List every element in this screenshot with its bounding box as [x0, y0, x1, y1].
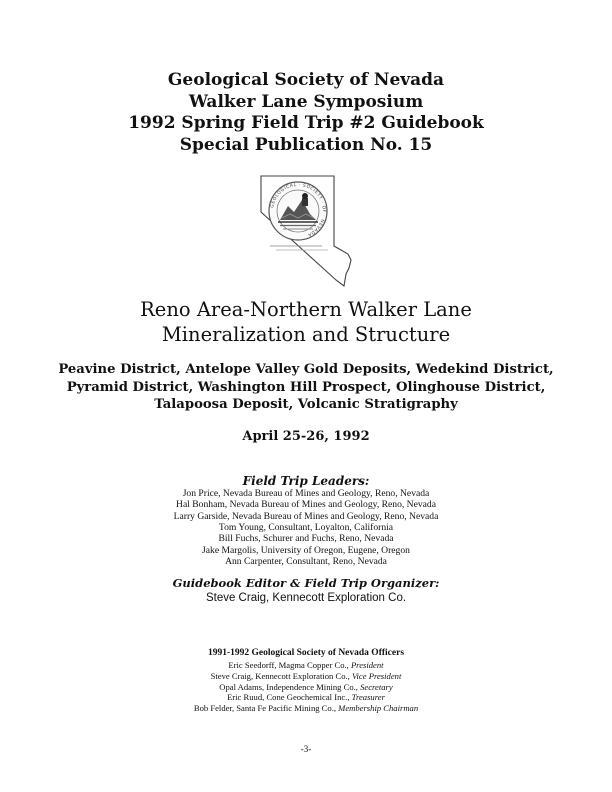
leader-item: Bill Fuchs, Schurer and Fuchs, Reno, Nevada — [218, 533, 394, 545]
leader-item: Larry Garside, Nevada Bureau of Mines and Geology, Reno, Nevada — [173, 510, 439, 522]
page-number: -3- — [300, 744, 312, 754]
officer-item: Eric Ruud, Cone Geochemical Inc., Treasurer — [227, 692, 385, 703]
subtitle-line-2: Pyramid District, Washington Hill Prospect, Olinghouse District, — [66, 379, 546, 395]
leader-item: Jake Margolis, University of Oregon, Eugene, Oregon — [202, 544, 410, 556]
title-line-2: Mineralization and Structure — [161, 323, 451, 346]
header-line-1: Geological Society of Nevada — [167, 70, 445, 90]
officers-heading: 1991-1992 Geological Society of Nevada Officers — [207, 648, 405, 658]
subtitle-line-1: Peavine District, Antelope Valley Gold Deposits, Wedekind District, — [58, 362, 554, 377]
editor-heading: Guidebook Editor & Field Trip Organizer: — [172, 576, 440, 590]
seal-lettering: GEOLOGICAL · SOCIETY · OF · NEVADA — [270, 182, 327, 238]
leader-item: Tom Young, Consultant, Loyalton, California — [218, 521, 394, 533]
event-date: April 25-26, 1992 — [242, 429, 370, 444]
title-line-1: Reno Area-Northern Walker Lane — [140, 298, 472, 321]
subtitle-line-3: Talapoosa Deposit, Volcanic Stratigraphy — [154, 397, 458, 412]
officer-item: Eric Seedorff, Magma Copper Co., President — [228, 660, 384, 670]
officer-item: Bob Felder, Santa Fe Pacific Mining Co., Membership Chairman — [193, 703, 419, 714]
leaders-heading: Field Trip Leaders: — [242, 474, 370, 488]
leader-item: Hal Bonham, Nevada Bureau of Mines and Geology, Reno, Nevada — [176, 499, 436, 511]
leader-item: Jon Price, Nevada Bureau of Mines and Geology, Reno, Nevada — [182, 488, 430, 499]
header-line-3: 1992 Spring Field Trip #2 Guidebook — [128, 113, 484, 133]
officer-item: Steve Craig, Kennecott Exploration Co., Vice President — [210, 670, 402, 681]
officer-item: Opal Adams, Independence Mining Co., Secretary — [219, 681, 393, 692]
header-line-2: Walker Lane Symposium — [188, 91, 424, 112]
header-line-4: Special Publication No. 15 — [179, 134, 433, 155]
nevada-society-logo — [258, 172, 354, 290]
leader-item: Ann Carpenter, Consultant, Reno, Nevada — [225, 555, 387, 567]
editor-name: Steve Craig, Kennecott Exploration Co. — [205, 592, 407, 604]
